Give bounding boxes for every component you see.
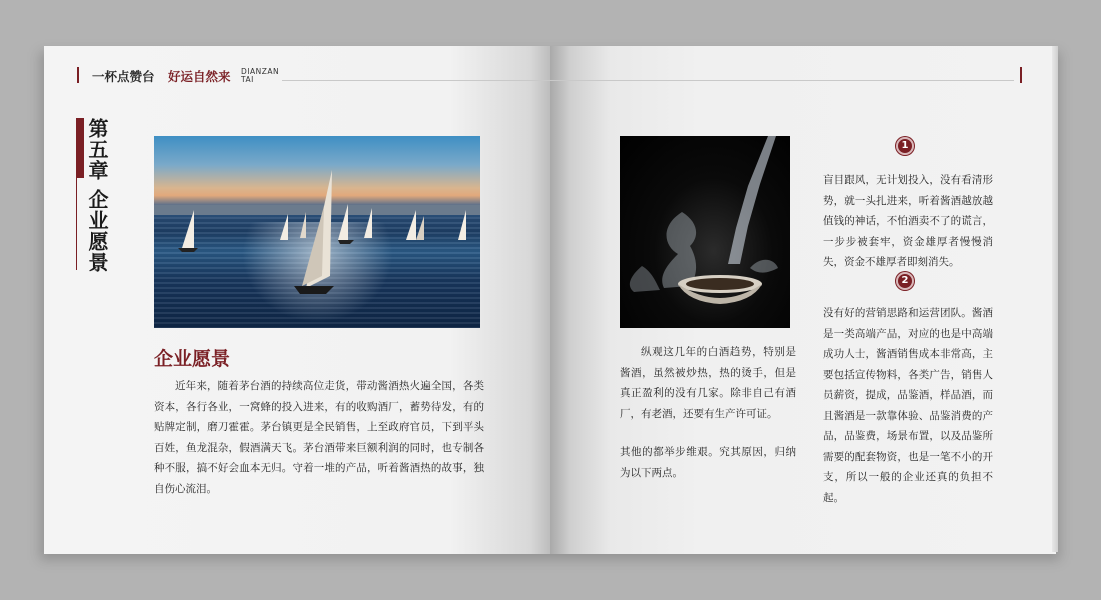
book-right-edge [1052, 46, 1058, 552]
header-rule [282, 80, 550, 81]
right-page [550, 46, 1056, 554]
liquor-pour-photo [620, 136, 790, 328]
header-title-main: 一杯点赞台 [92, 69, 155, 84]
point-1-badge: 1 [896, 137, 914, 155]
sailboats-illustration [154, 136, 480, 328]
header-title-accent: 好运自然来 [168, 69, 231, 84]
left-page [44, 46, 550, 554]
section-heading: 企业愿景 [154, 348, 231, 370]
header-title-english: DIANZAN TAI [241, 67, 280, 84]
header-accent-bar [77, 67, 79, 83]
sailboats-photo [154, 136, 480, 328]
point-2-badge: 2 [896, 272, 914, 290]
section-paragraph: 近年来，随着茅台酒的持续高位走货，带动酱酒热火遍全国，各类资本，各行各业，一窝蜂的投入进来，有的收购酒厂，蓄势待发，有的贴牌定制，磨刀霍霍。茅台镇更是全民销售，上至政府官员，下到平头百姓，鱼龙混杂，假酒满天飞。茅台酒带来巨额利润的同时，也专制各种不服，搞不好会血本无归。守着一堆的产品，听着酱酒热的故事，独自伤心流泪。 [154, 380, 484, 495]
point-2-paragraph: 没有好的营销思路和运营团队。酱酒是一类高端产品，对应的也是中高端成功人士，酱酒销售成本非常高，主要包括宣传物料，各类广告，销售人员薪资，提成，品鉴酒，样品酒，而且酱酒是一款靠体验、品鉴消费的产品，品鉴费，场景布置，以及品鉴所需要的配套物资，也是一笔不小的开支，所以一般的企业还真的负担不起。 [823, 307, 993, 504]
intro-paragraph-column: 纵观这几年的白酒趋势，特别是酱酒，虽然被炒热，热的烫手，但是真正盈利的没有几家。除非自己有酒厂，有老酒，还要有生产许可证。 其他的都举步维艰。究其原因，归纳为以下两点。 [620, 346, 796, 479]
point-1-paragraph: 盲目跟风，无计划投入，没有看清形势，就一头扎进来，听着酱酒越放越值钱的神话，不怕酒卖不了的谎言，一步步被套牢，资金雄厚者慢慢消失，资金不雄厚者即刻消失。 [823, 174, 993, 268]
liquor-splash-illustration [620, 136, 790, 328]
header-accent-bar-right [1020, 67, 1022, 83]
chapter-accent-bar [76, 118, 84, 178]
chapter-title: 第五章 企业愿景 [85, 118, 109, 273]
header-rule-right [550, 80, 1014, 81]
chapter-accent-line [76, 178, 77, 270]
